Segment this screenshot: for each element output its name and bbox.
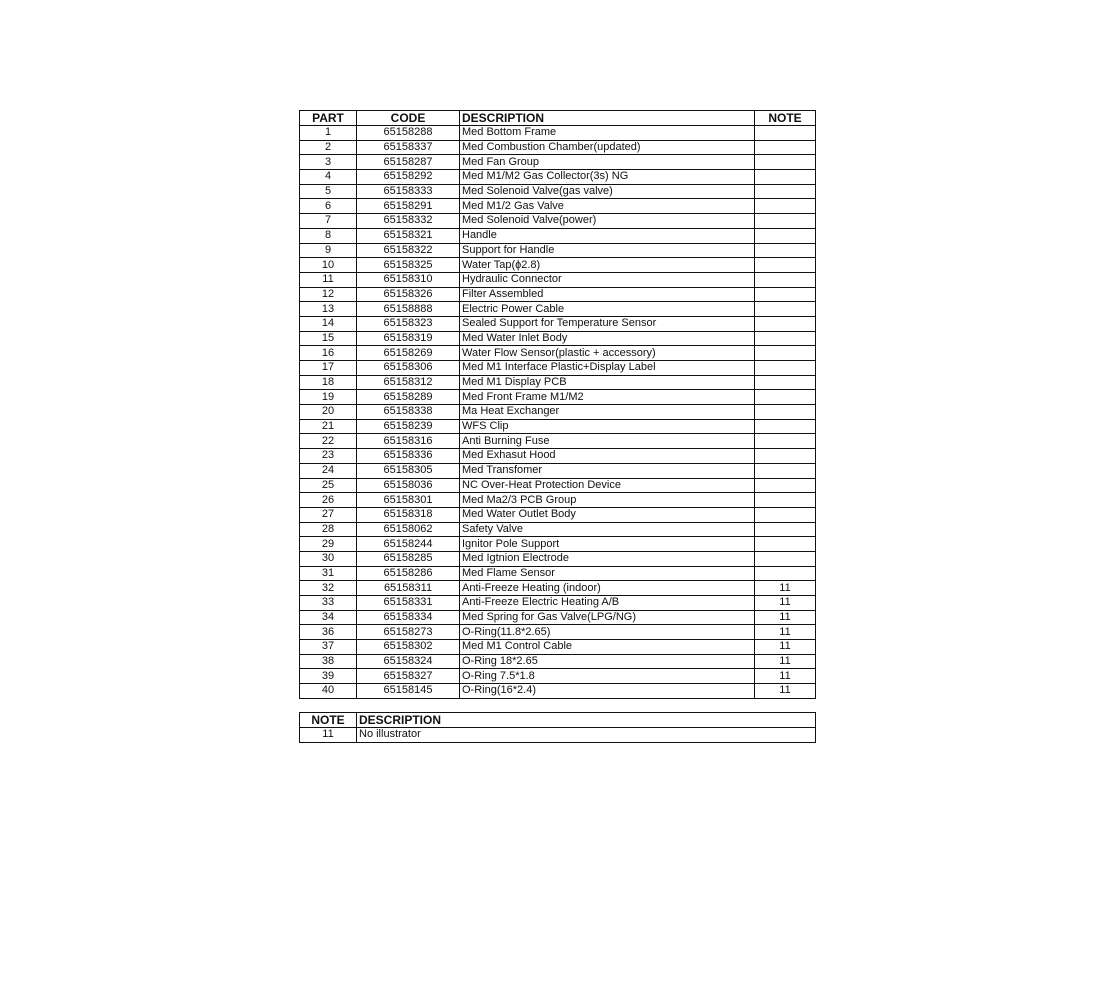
cell-code: 65158311 (357, 581, 460, 596)
cell-description: Anti-Freeze Heating (indoor) (460, 581, 755, 596)
cell-part: 26 (300, 493, 357, 508)
cell-description: Water Tap(ɸ2.8) (460, 258, 755, 273)
column-header-description: DESCRIPTION (460, 111, 755, 126)
table-row (300, 199, 816, 214)
table-row (300, 640, 816, 655)
cell-description: Med Front Frame M1/M2 (460, 390, 755, 405)
cell-description: Sealed Support for Temperature Sensor (460, 316, 755, 331)
cell-part: 25 (300, 478, 357, 493)
cell-note (755, 507, 816, 522)
cell-code: 65158324 (357, 654, 460, 669)
cell-description: Electric Power Cable (460, 302, 755, 317)
cell-code: 65158285 (357, 551, 460, 566)
cell-note (755, 214, 816, 229)
cell-note (755, 551, 816, 566)
cell-code: 65158301 (357, 493, 460, 508)
table-row (300, 302, 816, 317)
cell-note (755, 434, 816, 449)
cell-code: 65158336 (357, 449, 460, 464)
cell-description: Med Water Outlet Body (460, 507, 755, 522)
cell-description: O-Ring 7.5*1.8 (460, 669, 755, 684)
cell-description: NC Over-Heat Protection Device (460, 478, 755, 493)
cell-code: 65158287 (357, 155, 460, 170)
cell-part: 29 (300, 537, 357, 552)
cell-code: 65158036 (357, 478, 460, 493)
cell-code: 65158312 (357, 375, 460, 390)
cell-part: 5 (300, 184, 357, 199)
table-row (300, 684, 816, 699)
cell-description: Ignitor Pole Support (460, 537, 755, 552)
cell-note (755, 375, 816, 390)
table-row (300, 522, 816, 537)
cell-part: 9 (300, 243, 357, 258)
cell-code: 65158318 (357, 507, 460, 522)
cell-code: 65158321 (357, 228, 460, 243)
cell-description: Ma Heat Exchanger (460, 405, 755, 420)
cell-description: Filter Assembled (460, 287, 755, 302)
cell-note: 11 (755, 669, 816, 684)
cell-part: 17 (300, 361, 357, 376)
cell-part: 19 (300, 390, 357, 405)
table-row (300, 581, 816, 596)
cell-code: 65158326 (357, 287, 460, 302)
cell-code: 65158288 (357, 126, 460, 141)
cell-description: Med Water Inlet Body (460, 331, 755, 346)
column-header-note: NOTE (755, 111, 816, 126)
cell-code: 65158331 (357, 596, 460, 611)
cell-description: O-Ring(16*2.4) (460, 684, 755, 699)
cell-note: 11 (755, 640, 816, 655)
table-row (300, 566, 816, 581)
cell-note (755, 243, 816, 258)
table-row (300, 654, 816, 669)
cell-code: 65158286 (357, 566, 460, 581)
cell-part: 23 (300, 449, 357, 464)
cell-code: 65158337 (357, 140, 460, 155)
cell-description: Med Bottom Frame (460, 126, 755, 141)
parts-table-body (300, 126, 816, 699)
table-row (300, 610, 816, 625)
cell-description: Handle (460, 228, 755, 243)
cell-part: 39 (300, 669, 357, 684)
cell-part: 37 (300, 640, 357, 655)
cell-note (755, 155, 816, 170)
table-row (300, 155, 816, 170)
cell-description: Med M1 Control Cable (460, 640, 755, 655)
table-row (300, 434, 816, 449)
cell-code: 65158333 (357, 184, 460, 199)
column-header-note: NOTE (300, 713, 357, 728)
cell-note (755, 361, 816, 376)
cell-part: 32 (300, 581, 357, 596)
cell-note (755, 493, 816, 508)
table-row (300, 551, 816, 566)
cell-code: 65158239 (357, 419, 460, 434)
table-row (300, 537, 816, 552)
cell-code: 65158332 (357, 214, 460, 229)
table-row (300, 361, 816, 376)
cell-note (755, 287, 816, 302)
table-row (300, 449, 816, 464)
cell-note: 11 (755, 625, 816, 640)
table-row (300, 493, 816, 508)
cell-part: 38 (300, 654, 357, 669)
cell-description: Med M1/M2 Gas Collector(3s) NG (460, 170, 755, 185)
cell-part: 16 (300, 346, 357, 361)
cell-code: 65158334 (357, 610, 460, 625)
cell-part: 1 (300, 126, 357, 141)
cell-code: 65158292 (357, 170, 460, 185)
table-row (300, 346, 816, 361)
table-row (300, 316, 816, 331)
cell-description: Med Spring for Gas Valve(LPG/NG) (460, 610, 755, 625)
table-row (300, 287, 816, 302)
cell-description: Med M1 Interface Plastic+Display Label (460, 361, 755, 376)
table-row (300, 243, 816, 258)
cell-part: 7 (300, 214, 357, 229)
table-row (300, 140, 816, 155)
cell-note: 11 (300, 728, 357, 743)
cell-note: 11 (755, 610, 816, 625)
cell-code: 65158289 (357, 390, 460, 405)
table-row (300, 507, 816, 522)
table-row (300, 258, 816, 273)
table-row (300, 214, 816, 229)
table-row (300, 170, 816, 185)
table-row (300, 375, 816, 390)
cell-description: Med Fan Group (460, 155, 755, 170)
table-row (300, 272, 816, 287)
cell-part: 36 (300, 625, 357, 640)
cell-description: Med Combustion Chamber(updated) (460, 140, 755, 155)
cell-description: Hydraulic Connector (460, 272, 755, 287)
cell-description: Anti Burning Fuse (460, 434, 755, 449)
cell-part: 10 (300, 258, 357, 273)
cell-code: 65158325 (357, 258, 460, 273)
cell-part: 31 (300, 566, 357, 581)
cell-description: Med Solenoid Valve(power) (460, 214, 755, 229)
table-row (300, 669, 816, 684)
table-row (300, 228, 816, 243)
table-row (300, 419, 816, 434)
table-row (300, 331, 816, 346)
table-row (300, 625, 816, 640)
cell-description: Med Ma2/3 PCB Group (460, 493, 755, 508)
cell-code: 65158316 (357, 434, 460, 449)
cell-note (755, 258, 816, 273)
cell-part: 18 (300, 375, 357, 390)
cell-part: 6 (300, 199, 357, 214)
cell-description: Water Flow Sensor(plastic + accessory) (460, 346, 755, 361)
column-header-code: CODE (357, 111, 460, 126)
cell-note (755, 463, 816, 478)
column-header-part: PART (300, 111, 357, 126)
table-row (300, 390, 816, 405)
cell-note (755, 170, 816, 185)
cell-note (755, 449, 816, 464)
parts-table (299, 110, 816, 699)
header-row (300, 111, 816, 126)
cell-code: 65158269 (357, 346, 460, 361)
cell-part: 3 (300, 155, 357, 170)
cell-description: Safety Valve (460, 522, 755, 537)
cell-note: 11 (755, 596, 816, 611)
cell-part: 2 (300, 140, 357, 155)
table-row (300, 478, 816, 493)
cell-code: 65158888 (357, 302, 460, 317)
cell-code: 65158305 (357, 463, 460, 478)
cell-code: 65158306 (357, 361, 460, 376)
cell-part: 15 (300, 331, 357, 346)
cell-note (755, 390, 816, 405)
cell-note (755, 537, 816, 552)
cell-code: 65158273 (357, 625, 460, 640)
column-header-description: DESCRIPTION (357, 713, 816, 728)
cell-part: 14 (300, 316, 357, 331)
cell-note (755, 566, 816, 581)
cell-part: 28 (300, 522, 357, 537)
cell-description: No illustrator (357, 728, 816, 743)
cell-note (755, 331, 816, 346)
cell-part: 33 (300, 596, 357, 611)
cell-note (755, 419, 816, 434)
cell-description: Med Exhasut Hood (460, 449, 755, 464)
cell-code: 65158302 (357, 640, 460, 655)
cell-note (755, 316, 816, 331)
cell-code: 65158319 (357, 331, 460, 346)
cell-note (755, 140, 816, 155)
cell-part: 12 (300, 287, 357, 302)
cell-description: Anti-Freeze Electric Heating A/B (460, 596, 755, 611)
cell-code: 65158310 (357, 272, 460, 287)
table-row (300, 728, 816, 743)
notes-table-body (300, 728, 816, 743)
cell-note (755, 272, 816, 287)
table-row (300, 184, 816, 199)
cell-part: 30 (300, 551, 357, 566)
cell-code: 65158327 (357, 669, 460, 684)
table-row (300, 126, 816, 141)
cell-part: 11 (300, 272, 357, 287)
cell-part: 24 (300, 463, 357, 478)
cell-part: 21 (300, 419, 357, 434)
cell-note (755, 199, 816, 214)
cell-note: 11 (755, 684, 816, 699)
cell-note (755, 522, 816, 537)
cell-code: 65158338 (357, 405, 460, 420)
cell-description: O-Ring 18*2.65 (460, 654, 755, 669)
cell-description: Med M1/2 Gas Valve (460, 199, 755, 214)
cell-part: 27 (300, 507, 357, 522)
cell-note: 11 (755, 581, 816, 596)
table-row (300, 596, 816, 611)
cell-code: 65158062 (357, 522, 460, 537)
table-row (300, 463, 816, 478)
cell-code: 65158291 (357, 199, 460, 214)
cell-description: Med Igtnion Electrode (460, 551, 755, 566)
cell-part: 34 (300, 610, 357, 625)
notes-table-header (300, 713, 816, 728)
cell-note (755, 126, 816, 141)
cell-description: Med Flame Sensor (460, 566, 755, 581)
cell-code: 65158323 (357, 316, 460, 331)
cell-code: 65158145 (357, 684, 460, 699)
parts-table-header (300, 111, 816, 126)
cell-description: Med Transfomer (460, 463, 755, 478)
cell-note (755, 405, 816, 420)
cell-note (755, 184, 816, 199)
cell-part: 4 (300, 170, 357, 185)
header-row (300, 713, 816, 728)
cell-part: 40 (300, 684, 357, 699)
cell-code: 65158322 (357, 243, 460, 258)
cell-part: 13 (300, 302, 357, 317)
cell-note (755, 228, 816, 243)
table-row (300, 405, 816, 420)
cell-note (755, 346, 816, 361)
cell-part: 8 (300, 228, 357, 243)
cell-note: 11 (755, 654, 816, 669)
cell-description: Med M1 Display PCB (460, 375, 755, 390)
cell-code: 65158244 (357, 537, 460, 552)
cell-note (755, 302, 816, 317)
cell-description: Support for Handle (460, 243, 755, 258)
cell-description: Med Solenoid Valve(gas valve) (460, 184, 755, 199)
cell-part: 22 (300, 434, 357, 449)
cell-description: O-Ring(11.8*2.65) (460, 625, 755, 640)
cell-part: 20 (300, 405, 357, 420)
notes-table (299, 712, 816, 743)
cell-description: WFS Clip (460, 419, 755, 434)
cell-note (755, 478, 816, 493)
